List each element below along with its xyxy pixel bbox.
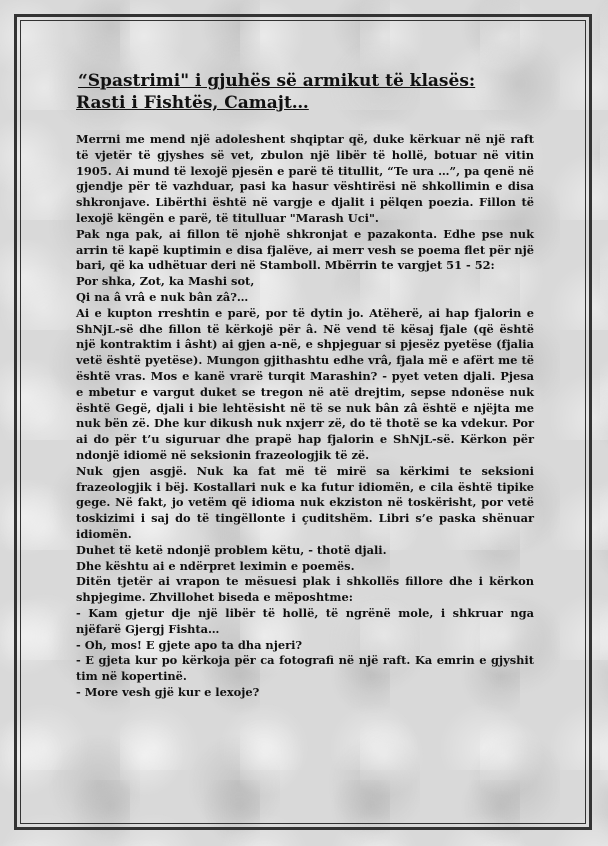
paragraph: Nuk gjen asgjë. Nuk ka fat më të mirë sa kërkimi te seksioni frazeologjik i bëj. Kostallari nuk e ka futur idiomën, e cila është tipike gege. Në fakt, jo vetëm që idioma nuk ekziston në toskërisht, por vetë toskizimi i saj do të tingëllonte i çuditshëm. Libri s’e paska shënuar idiomën. [76,463,534,541]
paragraph: Merrni me mend një adoleshent shqiptar që, duke kërkuar në një raft të vjetër të gjyshes së vet, zbulon një libër të hollë, botuar në vitin 1905. Ai mund të lexojë pjesën e parë të titullit, “Te ura …”, pa qenë në gjendje për të vazhduar, pasi ka hasur vështirësi në shkollimin e disa shkronjave. Libërthi është në vargje e djalit i pëlqen poezia. Fillon të lexojë këngën e parë, të titulluar "Marash Uci". [76,132,534,225]
paragraph: Dhe kështu ai e ndërpret leximin e poemës. [76,558,355,573]
article-title-line2: Rasti i Fishtës, Camajt… [76,93,309,113]
paragraph: Ai e kupton rreshtin e parë, por të dytin jo. Atëherë, ai hap fjalorin e ShNjL-së dhe fillon të kërkojë për â. Në vend të kësaj fjale (që është një kontraktim i âsht) ai gjen a-në, e shpjeguar si pjesëz pyetëse (fjalia vetë është pyetëse). Mungon gjithashtu edhe vrâ, fjala më e afërt me të është vras. Mos e kanë vrarë turqit Marashin? - pyet veten djali. Pjesa e mbetur e vargut duket se tregon në atë drejtim, sepse ndonëse nuk është Gegë, djali i bie lehtësisht në të se nuk bân zâ është e njëjta me nuk bën zë. Dhe kur dikush nuk nxjerr zë, do të thotë se ka vdekur. Por ai do për t’u siguruar dhe prapë hap fjalorin e ShNjL-së. Kërkon për ndonjë idiomë në seksionin frazeologjik të zë. [76,305,534,462]
article-title-line1: “Spastrimi" i gjuhës së armikut të klasës: [78,71,476,91]
article [76,70,534,701]
verse-line: Qi na â vrâ e nuk bân zâ?… [76,289,249,304]
paragraph: Duhet të ketë ndonjë problem këtu, - thotë djali. [76,542,387,557]
dialogue-line: - Kam gjetur dje një libër të hollë, të ngrënë mole, i shkruar nga njëfarë Gjergj Fishta… [76,605,534,636]
paragraph: Pak nga pak, ai fillon të njohë shkronjat e pazakonta. Edhe pse nuk arrin të kapë kuptimin e disa fjalëve, ai merr vesh se poema flet për një bari, që ka udhëtuar deri në Stamboll. Mbërrin te vargjet 51 - 52: [76,226,534,273]
paragraph: Ditën tjetër ai vrapon te mësuesi plak i shkollës fillore dhe i kërkon shpjegime. Zhvillohet biseda e mëposhtme: [76,574,534,605]
verse-line: Por shka, Zot, ka Mashi sot, [76,274,255,289]
dialogue-line: - E gjeta kur po kërkoja për ca fotografi në një raft. Ka emrin e gjyshit tim në kopertinë. [76,653,534,684]
dialogue-line: - Oh, mos! E gjete apo ta dha njeri? [76,637,303,652]
article-title [76,70,534,114]
article-body [76,132,534,701]
dialogue-line: - More vesh gjë kur e lexoje? [76,684,260,699]
